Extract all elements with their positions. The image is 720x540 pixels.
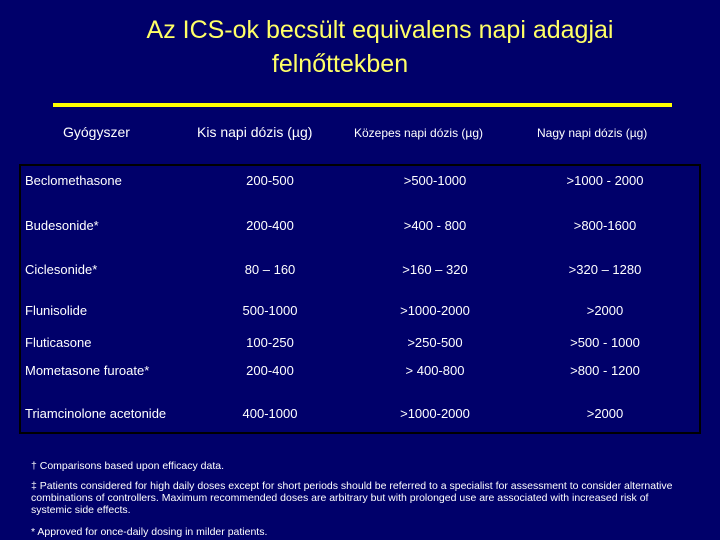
table-cell-high: >2000 [586, 406, 624, 421]
table-cell-medium: >160 – 320 [402, 262, 468, 277]
table-cell-drug: Fluticasone [25, 335, 92, 350]
table-cell-high: >800 - 1200 [570, 363, 640, 378]
footnote-high-dose: ‡ Patients considered for high daily doses except for short periods should be referred to a specialist for assessment to consider alternative combinations of controllers. Maximum recommended doses are arbitrary but with prolonged use are associated with increased risk of systemic side effects. [31, 480, 673, 516]
table-cell-high: >2000 [586, 303, 624, 318]
header-low-dose: Kis napi dózis (µg) [197, 124, 313, 140]
table-cell-high: >500 - 1000 [570, 335, 640, 350]
table-top-border [19, 164, 701, 166]
table-cell-low: 200-500 [246, 173, 294, 188]
table-cell-medium: >500-1000 [403, 173, 467, 188]
table-cell-medium: > 400-800 [405, 363, 465, 378]
table-cell-low: 80 – 160 [244, 262, 296, 277]
table-cell-high: >800-1600 [573, 218, 637, 233]
table-cell-low: 400-1000 [242, 406, 298, 421]
table-cell-drug: Triamcinolone acetonide [25, 406, 167, 421]
table-cell-drug: Mometasone furoate* [25, 363, 150, 378]
table-cell-medium: >1000-2000 [400, 406, 470, 421]
header-medium-dose: Közepes napi dózis (µg) [354, 126, 483, 140]
table-cell-high: >1000 - 2000 [566, 173, 644, 188]
table-cell-drug: Flunisolide [25, 303, 88, 318]
table-right-border [699, 164, 701, 434]
table-bottom-border [19, 432, 701, 434]
page-title: Az ICS-ok becsült equivalens napi adagjai [146, 16, 614, 44]
table-cell-low: 200-400 [246, 363, 294, 378]
table-cell-low: 100-250 [246, 335, 294, 350]
table-left-border [19, 164, 21, 434]
footnote-comparisons: † Comparisons based upon efficacy data. [31, 460, 225, 472]
table-cell-low: 500-1000 [242, 303, 298, 318]
table-cell-low: 200-400 [246, 218, 294, 233]
table-cell-drug: Beclomethasone [25, 173, 122, 188]
table-cell-high: >320 – 1280 [568, 262, 642, 277]
table-cell-drug: Budesonide* [25, 218, 99, 233]
title-underline [53, 103, 672, 107]
page-title-line2: felnőttekben [271, 50, 409, 78]
header-high-dose: Nagy napi dózis (µg) [537, 126, 648, 140]
table-cell-medium: >400 - 800 [403, 218, 467, 233]
footnote-once-daily: * Approved for once-daily dosing in milder patients. [31, 526, 268, 538]
table-cell-medium: >250-500 [407, 335, 463, 350]
table-cell-medium: >1000-2000 [400, 303, 470, 318]
table-cell-drug: Ciclesonide* [25, 262, 98, 277]
header-drug: Gyógyszer [63, 124, 130, 140]
